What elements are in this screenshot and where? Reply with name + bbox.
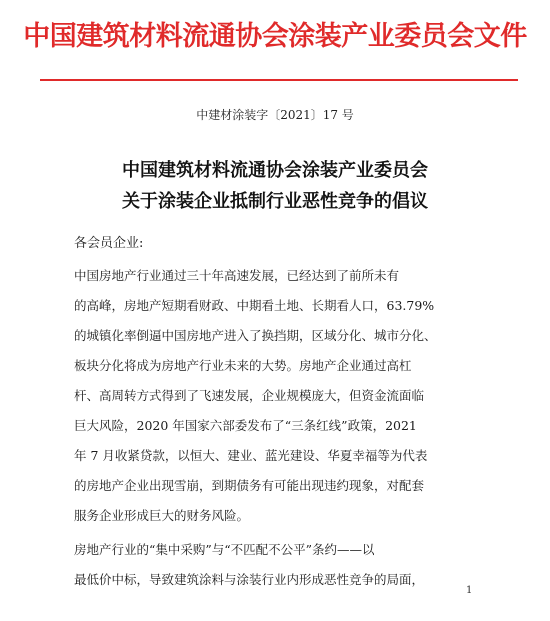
document-title-line-1: 中国建筑材料流通协会涂装产业委员会 [122, 160, 428, 181]
body-line: 杆、高周转方式得到了飞速发展，企业规模庞大，但资金流面临 [74, 388, 425, 403]
document-number: 中建材涂装字〔2021〕17 号 [196, 108, 354, 122]
body-line: 的高峰，房地产短期看财政、中期看土地、长期看人口，63.79% [74, 298, 435, 313]
body-line: 最低价中标，导致建筑涂料与涂装行业内形成恶性竞争的局面， [74, 572, 425, 587]
body-line: 巨大风险，2020 年国家六部委发布了“三条红线”政策，2021 [74, 418, 417, 433]
body-line: 年 7 月收紧贷款，以恒大、建业、蓝光建设、华夏幸福等为代表 [74, 448, 428, 463]
body-line: 的房地产企业出现雪崩，到期债务有可能出现违约现象，对配套 [74, 478, 425, 493]
body-line: 板块分化将成为房地产行业未来的大势。房地产企业通过高杠 [74, 358, 412, 373]
body-line: 房地产行业的“集中采购”与“不匹配不公平”条约——以 [74, 542, 375, 557]
body-line: 的城镇化率倒逼中国房地产进入了换挡期，区域分化、城市分化、 [74, 328, 437, 343]
body-line: 服务企业形成巨大的财务风险。 [74, 508, 250, 523]
header-divider [40, 79, 518, 81]
body-line: 中国房地产行业通过三十年高速发展，已经达到了前所未有 [74, 268, 400, 283]
document-title-line-2: 关于涂装企业抵制行业恶性竞争的倡议 [122, 191, 428, 212]
page-number: 1 [466, 585, 473, 596]
salutation: 各会员企业: [74, 236, 144, 251]
org-header-title: 中国建筑材料流通协会涂装产业委员会文件 [23, 21, 527, 52]
